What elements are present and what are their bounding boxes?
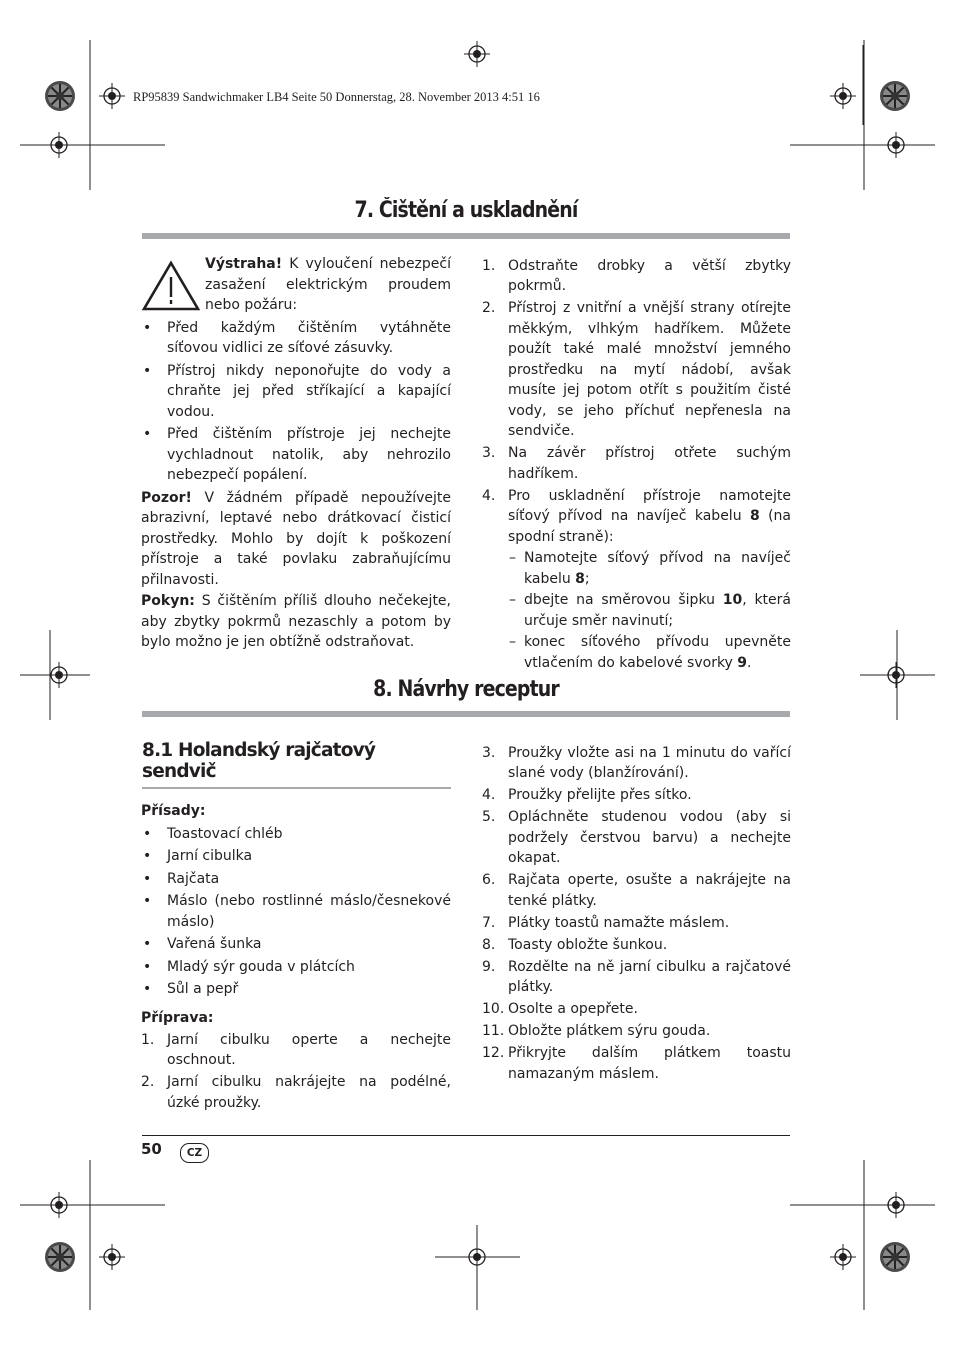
part-number: 9: [737, 654, 748, 671]
step-number: 8.: [482, 936, 496, 953]
substep-text: Namotejte síťový přívod na navíječ kabelu: [524, 550, 791, 587]
ingredients-label: Přísady:: [141, 803, 206, 819]
step-number: 12.: [482, 1045, 505, 1061]
part-number: 10: [722, 592, 743, 608]
step-number: 10.: [482, 1001, 505, 1017]
registration-mark-icon: [830, 83, 856, 109]
step-text: Přikryjte dalším plátkem toastu namazaným máslem.: [508, 1045, 791, 1082]
step-text: Proužky vložte asi na 1 minutu do vařící slané vody (blanžírování).: [508, 744, 791, 781]
section-7-title: 7. Čištění a uskladnění: [354, 198, 578, 223]
substep-text: konec síťového přívodu upevněte vtlačením do kabelové svorky: [524, 634, 791, 671]
caution-label: Pozor!: [141, 489, 192, 506]
step-number: 11.: [482, 1023, 505, 1039]
print-slug-line: RP95839 Sandwichmaker LB4 Seite 50 Donnerstag, 28. November 2013 4:51 16: [133, 90, 540, 104]
substep-text: .: [747, 654, 752, 671]
color-wheel-icon: [45, 81, 75, 111]
step-number: 4.: [482, 787, 496, 803]
warning-text: K vyloučení nebezpečí zasažení elektrickým proudem nebo požáru:: [205, 256, 451, 313]
registration-mark-icon: [464, 1244, 490, 1270]
note-label: Pokyn:: [141, 593, 195, 609]
caution-text: V žádném případě nepoužívejte abrazivní, leptavé nebo drátkovací čisticí prostředky. Mohlo by dojít k poškození přístroje a také povlaku zabraňujícímu přilnavosti.: [141, 489, 451, 588]
step-text: Jarní cibulku nakrájejte na podélné, úzké proužky.: [167, 1074, 451, 1111]
registration-mark-icon: [46, 1192, 72, 1218]
registration-mark-icon: [99, 1244, 125, 1270]
step-number: 1.: [141, 1031, 155, 1048]
registration-mark-icon: [464, 41, 490, 67]
step-text: Proužky přelijte přes sítko.: [508, 787, 692, 803]
crop-lines: [20, 40, 935, 1310]
list-item: • Před každým čištěním vytáhněte síťovou vidlici ze síťové zásuvky.: [141, 318, 451, 359]
step-number: 5.: [482, 809, 496, 825]
warning-label: Výstraha!: [205, 256, 283, 272]
page-number: 50: [141, 1140, 162, 1158]
substep-text: dbejte na směrovou šipku: [524, 592, 723, 608]
step-number: 3.: [482, 744, 496, 761]
step-text: Na závěr přístroj otřete suchým hadříkem.: [508, 445, 791, 482]
preparation-label: Příprava:: [141, 1009, 214, 1026]
substep-text: , která určuje směr navinutí;: [524, 592, 791, 629]
step-number: 2.: [482, 300, 496, 316]
registration-mark-icon: [883, 132, 909, 158]
step-number: 7.: [482, 914, 496, 931]
language-badge: CZ: [180, 1143, 209, 1163]
note-text: S čištěním příliš dlouho nečekejte, aby zbytky pokrmů nezaschly a potom by bylo možno je jen obtížně odstraňovat.: [141, 593, 451, 650]
step-text: Obložte plátkem sýru gouda.: [508, 1023, 711, 1039]
part-number: 8: [575, 570, 585, 587]
list-item: • Máslo (nebo rostlinné máslo/česnekové máslo): [141, 891, 451, 932]
recipe-subtitle: 8.1 Holandský rajčatový sendvič: [142, 741, 451, 789]
color-wheel-icon: [880, 1242, 910, 1272]
list-item: • Před čištěním přístroje jej nechejte vychladnout natolik, aby nehrozilo nebezpečí popálení.: [141, 424, 451, 486]
step-text: Plátky toastů namažte máslem.: [508, 914, 730, 931]
step-number: 9.: [482, 958, 496, 975]
list-item: • Toastovací chléb: [141, 824, 451, 845]
step-number: 4.: [482, 487, 496, 504]
step-number: 3.: [482, 445, 496, 461]
list-item: • Sůl a pepř: [141, 979, 451, 1000]
list-item: • Přístroj nikdy neponořujte do vody a chraňte jej před stříkající a kapající vodou.: [141, 361, 451, 423]
list-item: • Rajčata: [141, 869, 451, 890]
step-text: Přístroj z vnitřní a vnější strany otírejte měkkým, vlhkým hadříkem. Můžete použít také malé množství jemného prostředku na mytí nádobí, avšak musíte jej potom otřít s použitím čisté vody, se jeho příchuť nepřenesla na sendviče.: [508, 300, 791, 439]
step-number: 6.: [482, 872, 496, 888]
step-text: Toasty obložte šunkou.: [508, 936, 668, 953]
registration-mark-icon: [883, 662, 909, 688]
step-text: Osolte a opepřete.: [508, 1001, 638, 1017]
step-text: Opláchněte studenou vodou (aby si podržely čerstvou barvu) a nechejte okapat.: [508, 809, 791, 866]
step-number: 1.: [482, 257, 496, 274]
registration-mark-icon: [830, 1244, 856, 1270]
color-wheel-icon: [880, 81, 910, 111]
list-item: • Jarní cibulka: [141, 846, 451, 867]
registration-mark-icon: [99, 83, 125, 109]
list-item: • Vařená šunka: [141, 934, 451, 955]
step-text: Jarní cibulku operte a nechejte oschnout.: [167, 1031, 451, 1068]
step-text: Rajčata operte, osušte a nakrájejte na tenké plátky.: [508, 872, 791, 909]
step-text: (na spodní straně):: [508, 508, 791, 545]
step-text: Rozdělte na ně jarní cibulku a rajčatové plátky.: [508, 958, 791, 995]
part-number: 8: [749, 508, 760, 524]
step-number: 2.: [141, 1074, 155, 1090]
section-8-title: 8. Návrhy receptur: [373, 677, 559, 702]
list-item: • Mladý sýr gouda v plátcích: [141, 957, 451, 978]
step-text: Pro uskladnění přístroje namotejte síťový přívod na navíječ kabelu: [508, 487, 791, 524]
substep-text: ;: [584, 570, 590, 587]
step-text: Odstraňte drobky a větší zbytky pokrmů.: [508, 257, 791, 294]
registration-mark-icon: [46, 132, 72, 158]
color-wheel-icon: [45, 1242, 75, 1272]
registration-mark-icon: [883, 1192, 909, 1218]
